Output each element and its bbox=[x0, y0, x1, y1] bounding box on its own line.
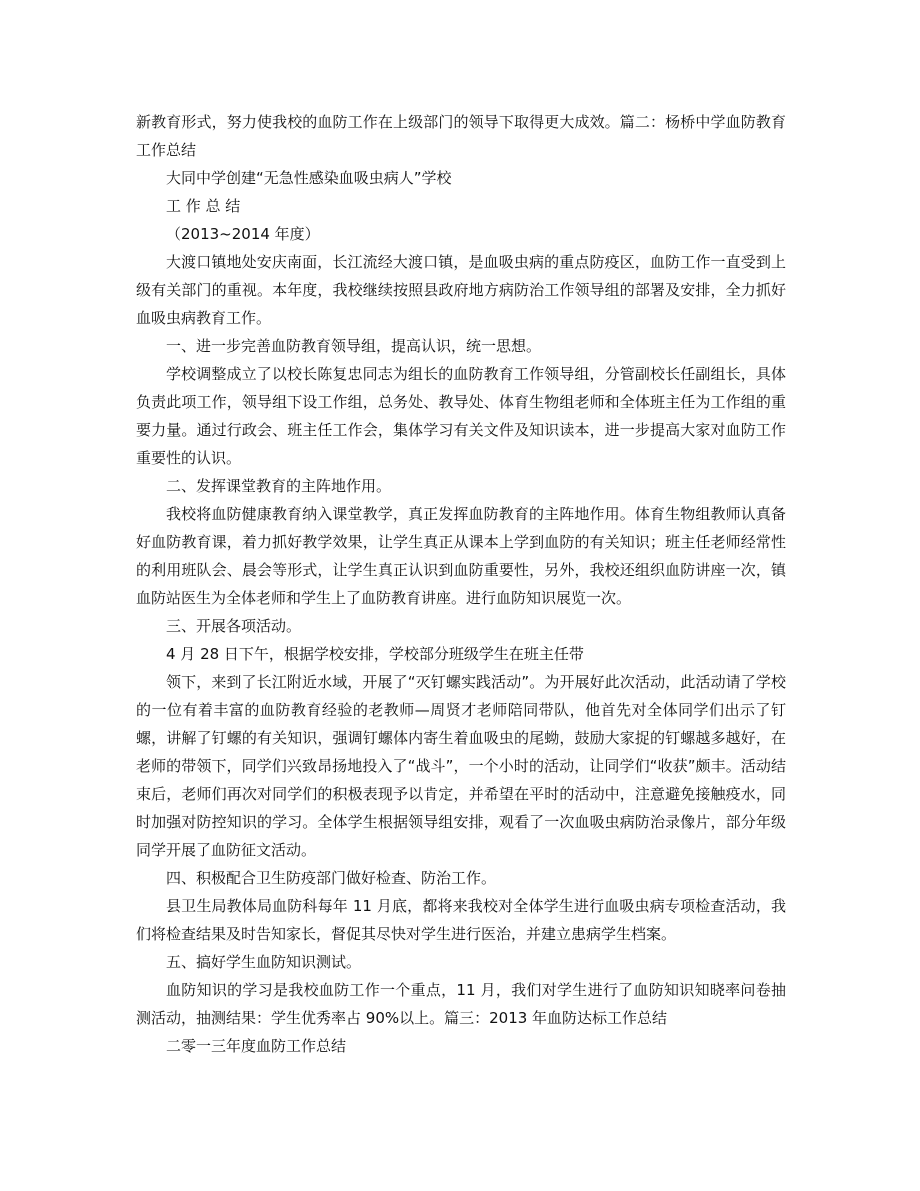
work-summary-heading: 工 作 总 结 bbox=[166, 197, 241, 215]
document-page bbox=[136, 108, 786, 1060]
section-heading-4: 四、积极配合卫生防疫部门做好检查、防治工作。 bbox=[166, 869, 497, 887]
paragraph-section-4: 县卫生局教体局血防科每年 11 月底，都将来我校对全体学生进行血吸虫病专项检查活动，我们将检查结果及时告知家长，督促其尽快对学生进行医治，并建立患病学生档案。 bbox=[136, 897, 786, 943]
year-range: （2013~2014 年度） bbox=[166, 225, 320, 243]
paragraph-section-2: 我校将血防健康教育纳入课堂教学，真正发挥血防教育的主阵地作用。体育生物组教师认真备好血防教育课，着力抓好教学效果，让学生真正从课本上学到血防的有关知识；班主任老师经常性的利用班队会、晨会等形式，让学生真正认识到血防重要性，另外，我校还组织血防讲座一次，镇血防站医生为全体老师和学生上了血防教育讲座。进行血防知识展览一次。 bbox=[136, 505, 786, 607]
paragraph-section-5: 血防知识的学习是我校血防工作一个重点，11 月，我们对学生进行了血防知识知晓率问卷抽测活动，抽测结果：学生优秀率占 90%以上。篇三：2013 年血防达标工作总结 bbox=[136, 981, 786, 1027]
school-title-line: 大同中学创建“无急性感染血吸虫病人”学校 bbox=[166, 169, 452, 187]
paragraph-section-3-body: 领下，来到了长江附近水域，开展了“灭钉螺实践活动”。为开展好此次活动，此活动请了学校的一位有着丰富的血防教育经验的老教师—周贤才老师陪同带队，他首先对全体同学们出示了钉螺，讲解了钉螺的有关知识，强调钉螺体内寄生着血吸虫的尾蚴，鼓励大家捉的钉螺越多越好，在老师的带领下，同学们兴致昂扬地投入了“战斗”，一个小时的活动，让同学们“收获”颇丰。活动结束后，老师们再次对同学们的积极表现予以肯定，并希望在平时的活动中，注意避免接触疫水，同时加强对防控知识的学习。全体学生根据领导组安排，观看了一次血吸虫病防治录像片，部分年级同学开展了血防征文活动。 bbox=[136, 673, 786, 859]
section-heading-1: 一、进一步完善血防教育领导组，提高认识，统一思想。 bbox=[166, 337, 542, 355]
paragraph-section-3-start: 4 月 28 日下午，根据学校安排，学校部分班级学生在班主任带 bbox=[166, 645, 584, 663]
paragraph-final-title: 二零一三年度血防工作总结 bbox=[166, 1037, 347, 1055]
section-heading-3: 三、开展各项活动。 bbox=[166, 617, 302, 635]
section-heading-2: 二、发挥课堂教育的主阵地作用。 bbox=[166, 477, 392, 495]
paragraph-background: 大渡口镇地处安庆南面，长江流经大渡口镇，是血吸虫病的重点防疫区，血防工作一直受到上级有关部门的重视。本年度，我校继续按照县政府地方病防治工作领导组的部署及安排，全力抓好血吸虫病教育工作。 bbox=[136, 253, 786, 327]
paragraph-intro: 新教育形式，努力使我校的血防工作在上级部门的领导下取得更大成效。篇二：杨桥中学血防教育工作总结 bbox=[136, 113, 786, 159]
paragraph-section-1: 学校调整成立了以校长陈复忠同志为组长的血防教育工作领导组，分管副校长任副组长，具体负责此项工作，领导组下设工作组，总务处、教导处、体育生物组老师和全体班主任为工作组的重要力量。通过行政会、班主任工作会，集体学习有关文件及知识读本，进一步提高大家对血防工作重要性的认识。 bbox=[136, 365, 786, 467]
section-heading-5: 五、搞好学生血防知识测试。 bbox=[166, 953, 362, 971]
